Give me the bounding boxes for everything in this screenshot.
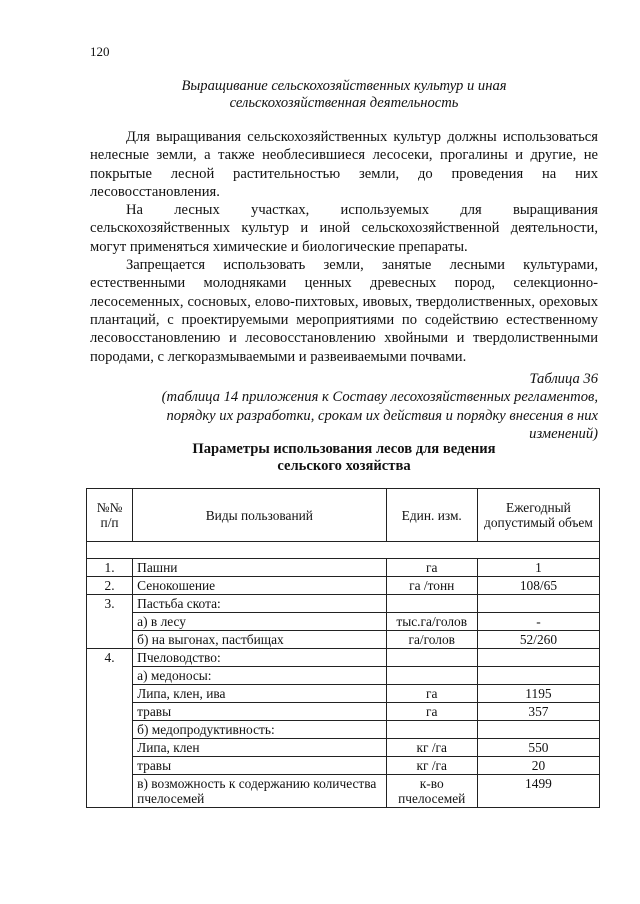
table-row — [87, 613, 600, 631]
spacer-row — [87, 542, 600, 559]
parameters-table — [86, 488, 600, 808]
cell-kind: а) в лесу — [133, 613, 386, 631]
cell-unit: кг /га — [386, 757, 477, 775]
cell-volume: 550 — [477, 739, 599, 757]
cell-volume — [477, 667, 599, 685]
paragraph: На лесных участках, используемых для выращивания сельскохозяйственных культур и иной сельскохозяйственной деятельности, могут применяться химические и биологические препараты. — [90, 202, 598, 255]
spacer-cell — [87, 542, 600, 559]
cell-unit — [386, 721, 477, 739]
cell-kind: в) возможность к содержанию количества пчелосемей — [133, 775, 386, 808]
cell-kind: Пастьба скота: — [133, 595, 386, 613]
table-header-row — [87, 489, 600, 542]
table-row — [87, 703, 600, 721]
cell-kind: травы — [133, 703, 386, 721]
section-title — [90, 78, 598, 112]
cell-num: 3. — [87, 595, 133, 649]
table-number: Таблица 36 — [529, 371, 598, 387]
cell-volume: 108/65 — [477, 577, 599, 595]
cell-volume — [477, 649, 599, 667]
cell-volume: - — [477, 613, 599, 631]
cell-unit: га/голов — [386, 631, 477, 649]
cell-kind: а) медоносы: — [133, 667, 386, 685]
header-volume: Ежегодный допустимый объем — [477, 489, 599, 542]
cell-kind: травы — [133, 757, 386, 775]
table-title-line: Параметры использования лесов для ведения — [192, 441, 496, 457]
cell-unit: га — [386, 559, 477, 577]
header-unit: Един. изм. — [386, 489, 477, 542]
table-row — [87, 775, 600, 808]
cell-kind: б) на выгонах, пастбищах — [133, 631, 386, 649]
cell-kind: б) медопродуктивность: — [133, 721, 386, 739]
cell-unit: га — [386, 685, 477, 703]
table-row — [87, 757, 600, 775]
table-row — [87, 559, 600, 577]
cell-volume: 1499 — [477, 775, 599, 808]
cell-volume: 1 — [477, 559, 599, 577]
cell-unit: га — [386, 703, 477, 721]
header-kind: Виды пользований — [133, 489, 386, 542]
cell-unit: кг /га — [386, 739, 477, 757]
table-row — [87, 577, 600, 595]
cell-volume — [477, 595, 599, 613]
cell-unit — [386, 667, 477, 685]
cell-volume: 52/260 — [477, 631, 599, 649]
table-source-note: (таблица 14 приложения к Составу лесохозяйственных регламентов, порядку их разработки, срокам их действия и порядку внесения в них изменений) — [161, 389, 598, 442]
page-number: 120 — [90, 44, 110, 59]
cell-kind: Пчеловодство: — [133, 649, 386, 667]
section-title-line: сельскохозяйственная деятельность — [229, 95, 459, 111]
body-text — [90, 128, 598, 366]
cell-volume: 20 — [477, 757, 599, 775]
table-row — [87, 649, 600, 667]
header-num: №№ п/п — [87, 489, 133, 542]
paragraph: Для выращивания сельскохозяйственных культур должны использоваться нелесные земли, а также необлесившиеся лесосеки, прогалины и другие, не покрытые лесной растительностью земли, до проведения на них лесовосстановления. — [90, 129, 598, 200]
cell-unit: га /тонн — [386, 577, 477, 595]
cell-unit: тыс.га/голов — [386, 613, 477, 631]
cell-unit — [386, 649, 477, 667]
table-row — [87, 631, 600, 649]
cell-num: 1. — [87, 559, 133, 577]
cell-volume: 357 — [477, 703, 599, 721]
paragraph: Запрещается использовать земли, занятые лесными культурами, естественными молодняками ценных древесных пород, селекционно-лесосеменных, сосновых, елово-пихтовых, ивовых, твердолиственных, ореховых плантаций, с проектируемыми мероприятиями по содействию естественному лесовосстановлению и лесовосстановлению хвойными и твердолиственными породами, с легкоразмываемыми и развеиваемыми почвами. — [90, 257, 598, 365]
cell-volume — [477, 721, 599, 739]
cell-kind: Липа, клен — [133, 739, 386, 757]
table-row — [87, 595, 600, 613]
table-row — [87, 667, 600, 685]
table-row — [87, 685, 600, 703]
cell-kind: Сенокошение — [133, 577, 386, 595]
table-body — [87, 542, 600, 808]
cell-num: 4. — [87, 649, 133, 808]
section-title-line: Выращивание сельскохозяйственных культур и иная — [181, 78, 507, 94]
table-row — [87, 739, 600, 757]
cell-kind: Пашни — [133, 559, 386, 577]
cell-kind: Липа, клен, ива — [133, 685, 386, 703]
cell-unit — [386, 595, 477, 613]
table-caption — [140, 370, 598, 443]
table-row — [87, 721, 600, 739]
cell-num: 2. — [87, 577, 133, 595]
cell-volume: 1195 — [477, 685, 599, 703]
table-title-line: сельского хозяйства — [277, 458, 411, 474]
cell-unit: к-во пчелосемей — [386, 775, 477, 808]
table-title — [90, 441, 598, 475]
